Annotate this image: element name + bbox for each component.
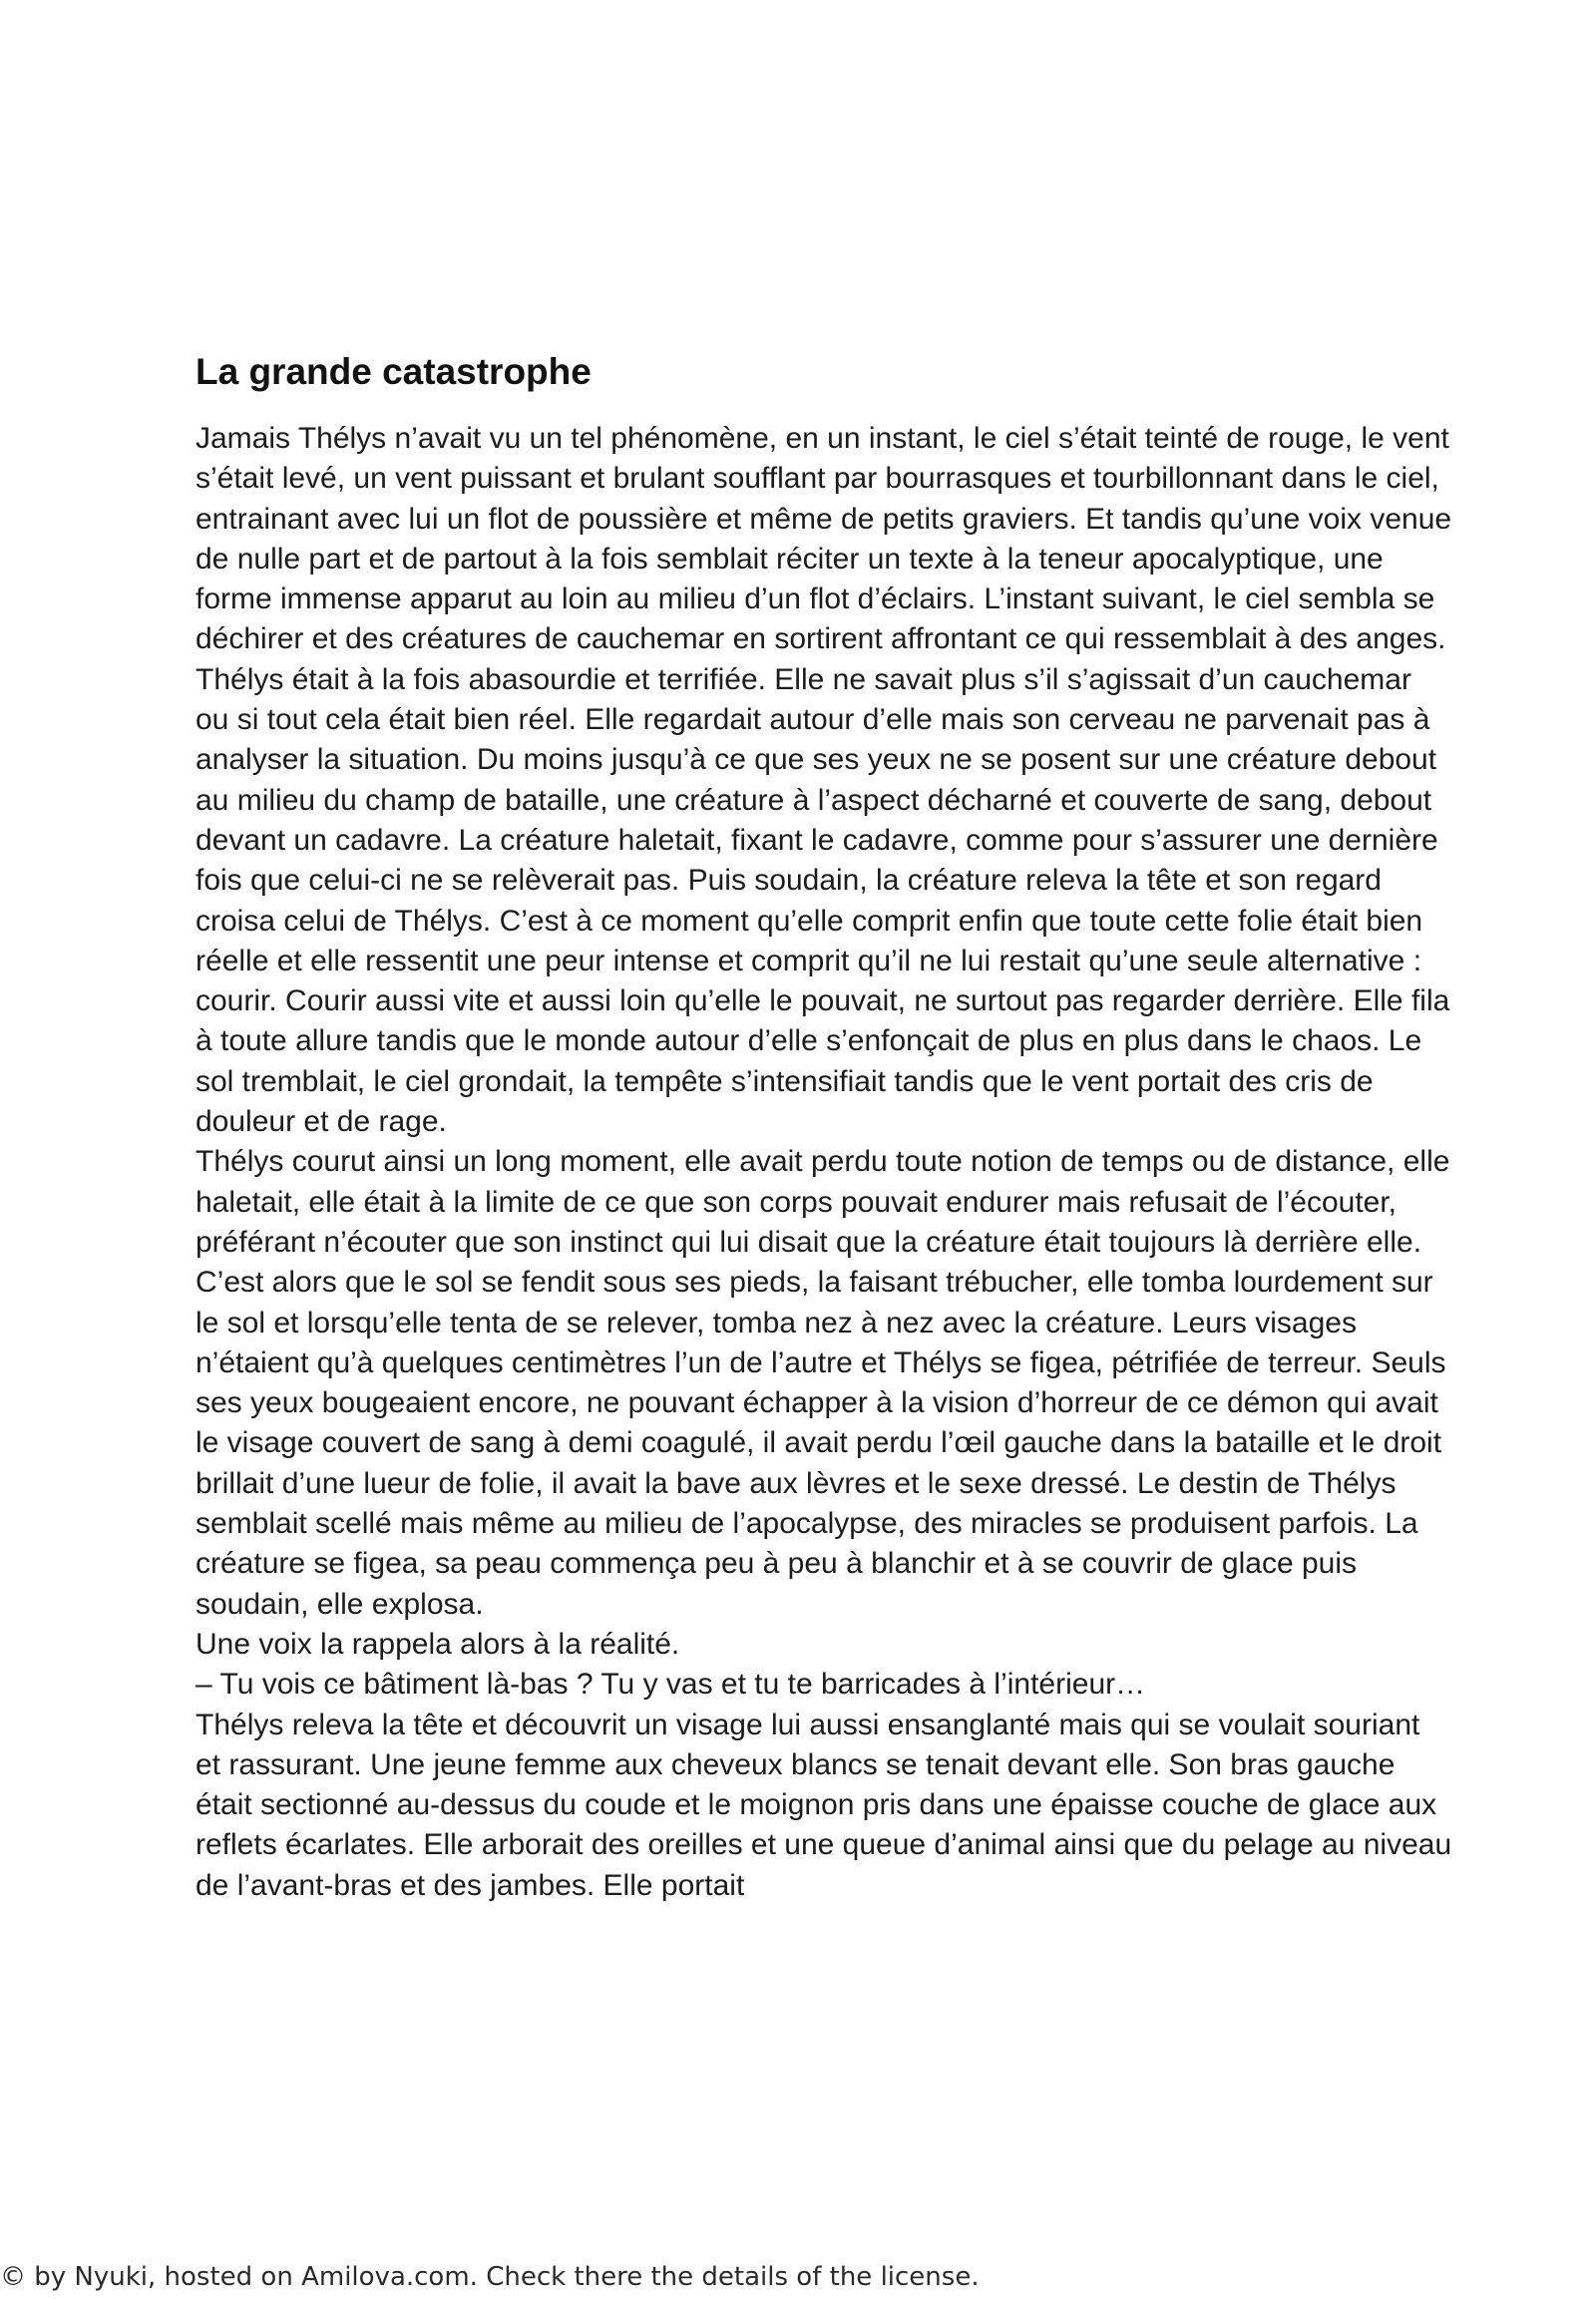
- document-page: [196, 347, 1452, 1906]
- dialogue-line: – Tu vois ce bâtiment là-bas ? Tu y vas et tu te barricades à l’intérieur…: [196, 1668, 1146, 1702]
- paragraph: Jamais Thélys n’avait vu un tel phénomène, en un instant, le ciel s’était teinté de rouge, le vent s’était levé, un vent puissant et brulant soufflant par bourrasques et tourbillonnant dans le ciel, entrainant avec lui un flot de poussière et même de petits graviers. Et tandis qu’une voix venue de nulle part et de partout à la fois semblait réciter un texte à la teneur apocalyptique, une forme immense apparut au loin au milieu d’un flot d’éclairs. L’instant suivant, le ciel sembla se déchirer et des créatures de cauchemar en sortirent affrontant ce qui ressemblait à des anges.: [196, 422, 1452, 656]
- story-text: [196, 419, 1452, 1906]
- paragraph: Thélys était à la fois abasourdie et terrifiée. Elle ne savait plus s’il s’agissait d’un cauchemar ou si tout cela était bien réel. Elle regardait autour d’elle mais son cerveau ne parvenait pas à analyser la situation. Du moins jusqu’à ce que ses yeux ne se posent sur une créature debout au milieu du champ de bataille, une créature à l’aspect décharné et couverte de sang, debout devant un cadavre. La créature haletait, fixant le cadavre, comme pour s’assurer une dernière fois que celui-ci ne se relèverait pas. Puis soudain, la créature releva la tête et son regard croisa celui de Thélys. C’est à ce moment qu’elle comprit enfin que toute cette folie était bien réelle et elle ressentit une peur intense et comprit qu’il ne lui restait qu’une seule alternative : courir. Courir aussi vite et aussi loin qu’elle le pouvait, ne surtout pas regarder derrière. Elle fila à toute allure tandis que le monde autour d’elle s’enfonçait de plus en plus dans le chaos. Le sol tremblait, le ciel grondait, la tempête s’intensifiait tandis que le vent portait des cris de douleur et de rage.: [196, 662, 1450, 1139]
- chapter-title: La grande catastrophe: [196, 351, 592, 392]
- paragraph: Une voix la rappela alors à la réalité.: [196, 1627, 680, 1661]
- paragraph: Thélys releva la tête et découvrit un visage lui aussi ensanglanté mais qui se voulait souriant et rassurant. Une jeune femme aux cheveux blancs se tenait devant elle. Son bras gauche était sectionné au-dessus du coude et le moignon pris dans une épaisse couche de glace aux reflets écarlates. Elle arborait des oreilles et une queue d’animal ainsi que du pelage au niveau de l’avant-bras et des jambes. Elle portait: [196, 1708, 1452, 1902]
- license-footer: © by Nyuki, hosted on Amilova.com. Check there the details of the license.: [0, 2262, 980, 2292]
- paragraph: Thélys courut ainsi un long moment, elle avait perdu toute notion de temps ou de distance, elle haletait, elle était à la limite de ce que son corps pouvait endurer mais refusait de l’écouter, préférant n’écouter que son instinct qui lui disait que la créature était toujours là derrière elle. C’est alors que le sol se fendit sous ses pieds, la faisant trébucher, elle tomba lourdement sur le sol et lorsqu’elle tenta de se relever, tomba nez à nez avec la créature. Leurs visages n’étaient qu’à quelques centimètres l’un de l’autre et Thélys se figea, pétrifiée de terreur. Seuls ses yeux bougeaient encore, ne pouvant échapper à la vision d’horreur de ce démon qui avait le visage couvert de sang à demi coagulé, il avait perdu l’œil gauche dans la bataille et le droit brillait d’une lueur de folie, il avait la bave aux lèvres et le sexe dressé. Le destin de Thélys semblait scellé mais même au milieu de l’apocalypse, des miracles se produisent parfois. La créature se figea, sa peau commença peu à peu à blanchir et à se couvrir de glace puis soudain, elle explosa.: [196, 1145, 1450, 1621]
